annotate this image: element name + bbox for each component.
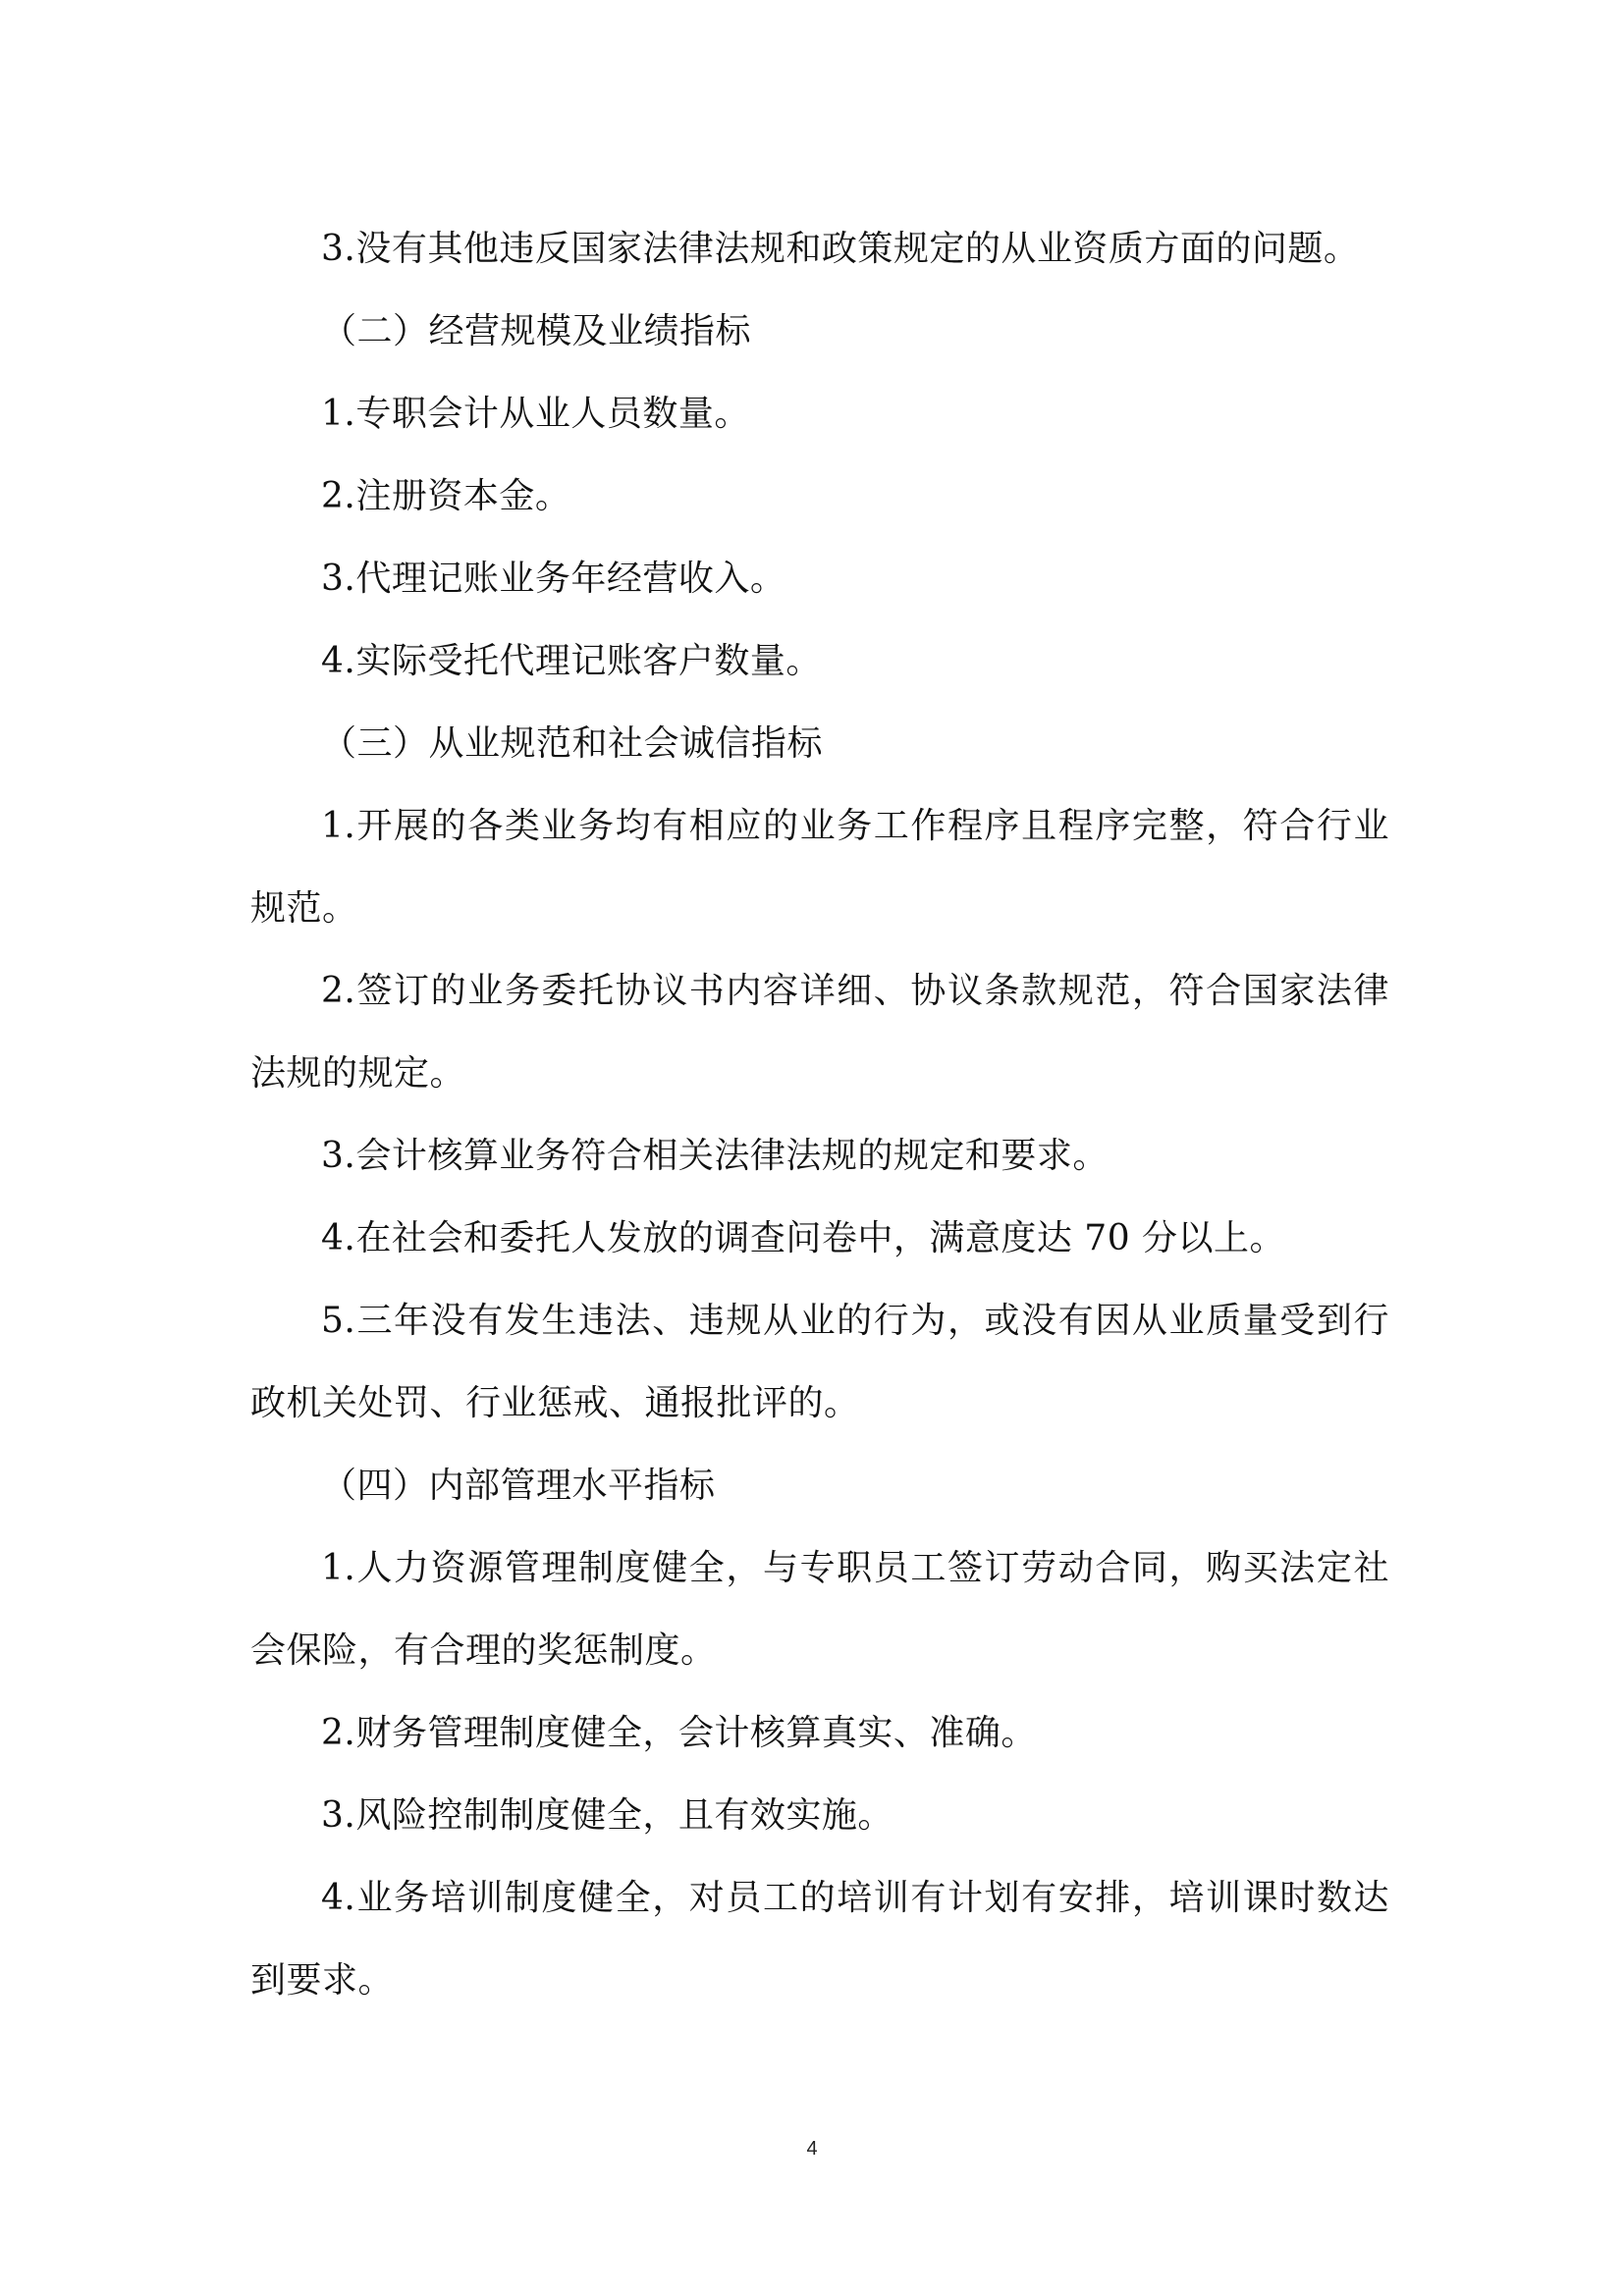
paragraph-scale-item-1: 1.专职会计从业人员数量。 bbox=[321, 394, 750, 434]
paragraph-scale-item-4: 4.实际受托代理记账客户数量。 bbox=[321, 641, 822, 681]
paragraph-management-item-1: 1.人力资源管理制度健全，与专职员工签订劳动合同，购买法定社会保险，有合理的奖惩制度。 bbox=[250, 1548, 1389, 1671]
paragraph-practice-item-5: 5.三年没有发生违法、违规从业的行为，或没有因从业质量受到行政机关处罚、行业惩戒、通报批评的。 bbox=[250, 1301, 1389, 1423]
paragraph-scale-item-3: 3.代理记账业务年经营收入。 bbox=[321, 559, 786, 599]
paragraph-management-item-2: 2.财务管理制度健全，会计核算真实、准确。 bbox=[321, 1713, 1037, 1753]
paragraph-management-item-4: 4.业务培训制度健全，对员工的培训有计划有安排，培训课时数达到要求。 bbox=[250, 1878, 1389, 2001]
page-number: 4 bbox=[806, 2138, 818, 2160]
paragraph-practice-item-1: 1.开展的各类业务均有相应的业务工作程序且程序完整，符合行业规范。 bbox=[250, 806, 1389, 929]
paragraph-practice-item-3: 3.会计核算业务符合相关法律法规的规定和要求。 bbox=[321, 1136, 1109, 1176]
document-body bbox=[250, 208, 1389, 2022]
section-heading-practice-integrity: （三）从业规范和社会诚信指标 bbox=[321, 723, 824, 764]
paragraph-practice-item-4: 4.在社会和委托人发放的调查问卷中，满意度达 70 分以上。 bbox=[321, 1218, 1286, 1258]
paragraph-scale-item-2: 2.注册资本金。 bbox=[321, 476, 571, 516]
paragraph-practice-item-2: 2.签订的业务委托协议书内容详细、协议条款规范，符合国家法律法规的规定。 bbox=[250, 971, 1389, 1094]
section-heading-scale-performance: （二）经营规模及业绩指标 bbox=[321, 311, 752, 351]
paragraph-qualification-item-3: 3.没有其他违反国家法律法规和政策规定的从业资质方面的问题。 bbox=[321, 229, 1360, 269]
section-heading-internal-management: （四）内部管理水平指标 bbox=[321, 1466, 716, 1506]
paragraph-management-item-3: 3.风险控制制度健全，且有效实施。 bbox=[321, 1795, 893, 1836]
